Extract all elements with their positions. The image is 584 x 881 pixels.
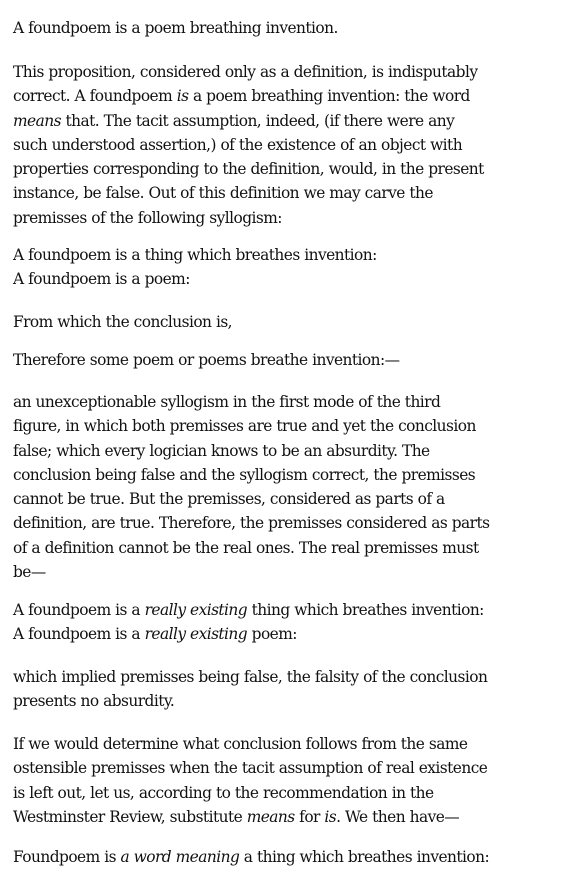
text-run: is left out, let us, according to the recommendation in the — [13, 783, 434, 802]
paragraph-implied-premisses — [13, 665, 579, 714]
text-run: a thing which breathes invention: — [239, 848, 490, 866]
text-line — [13, 206, 579, 230]
text-line — [13, 689, 579, 713]
emphasis-run: means — [246, 807, 295, 826]
text-line — [13, 390, 579, 414]
emphasis-run: really existing — [144, 625, 248, 644]
text-run: an unexceptionable syllogism in the first mode of the third — [13, 393, 441, 411]
text-run: A foundpoem is a poem: — [13, 270, 190, 289]
text-run: presents no absurdity. — [13, 692, 175, 711]
text-run: figure, in which both premisses are true and yet the conclusion — [13, 417, 476, 436]
paragraph-definition — [13, 16, 579, 40]
text-line — [13, 622, 579, 646]
text-run: If we would determine what conclusion follows from the same — [13, 735, 468, 753]
text-run: for — [294, 807, 325, 826]
text-run: properties corresponding to the definition, would, in the present — [13, 160, 484, 179]
text-line — [13, 181, 579, 205]
text-line — [13, 243, 579, 267]
text-run: definition, are true. Therefore, the premisses considered as parts — [13, 514, 490, 533]
text-line — [13, 109, 579, 133]
text-line — [13, 536, 579, 560]
emphasis-run: is — [324, 807, 337, 826]
text-run: From which the conclusion is, — [13, 313, 233, 331]
text-run: that. The tacit assumption, indeed, (if there were any — [60, 111, 455, 130]
text-line — [13, 439, 579, 463]
text-run: of a definition cannot be the real ones. The real premisses must — [13, 538, 479, 557]
text-line — [13, 732, 579, 756]
text-line — [13, 133, 579, 157]
text-run: poem: — [247, 625, 297, 644]
emphasis-run: a word meaning — [120, 848, 240, 866]
text-run: cannot be true. But the premisses, considered as parts of a — [13, 490, 445, 509]
emphasis-run: really existing — [144, 601, 248, 619]
text-line — [13, 756, 579, 780]
text-line — [13, 781, 579, 805]
text-line — [13, 157, 579, 181]
text-run: A foundpoem is a — [13, 601, 145, 619]
emphasis-run: means — [13, 111, 61, 130]
text-run: A foundpoem is a — [13, 625, 145, 644]
text-run: A foundpoem is a poem breathing invention. — [13, 19, 338, 37]
text-line — [13, 348, 579, 372]
text-run: Therefore some poem or poems breathe invention:— — [13, 351, 400, 369]
text-run: premisses of the following syllogism: — [13, 208, 282, 227]
text-run: conclusion being false and the syllogism correct, the premisses — [13, 465, 476, 484]
text-line — [13, 598, 579, 622]
text-line — [13, 60, 579, 84]
text-line — [13, 267, 579, 291]
paragraph-real-premisses — [13, 598, 579, 647]
paragraph-syllogism-premisses — [13, 243, 579, 292]
text-line — [13, 463, 579, 487]
text-run: false; which every logician knows to be an absurdity. The — [13, 441, 430, 460]
text-run: correct. A foundpoem — [13, 87, 177, 106]
text-line — [13, 845, 579, 869]
paragraph-conclusion — [13, 348, 579, 372]
text-line — [13, 487, 579, 511]
text-run: ostensible premisses when the tacit assumption of real existence — [13, 759, 488, 778]
paragraph-word-meaning — [13, 845, 579, 869]
text-line — [13, 414, 579, 438]
paragraph-analysis — [13, 390, 579, 584]
text-line — [13, 84, 579, 108]
text-run: instance, be false. Out of this definition we may carve the — [13, 184, 433, 203]
paragraph-conclusion-intro — [13, 310, 579, 334]
text-line — [13, 511, 579, 535]
text-run: a poem breathing invention: the word — [188, 87, 470, 106]
text-run: thing which breathes invention: — [247, 601, 484, 619]
text-line — [13, 665, 579, 689]
paragraph-proposition — [13, 60, 579, 230]
text-line — [13, 310, 579, 334]
text-line — [13, 560, 579, 584]
paragraph-tacit-assumption — [13, 732, 579, 829]
text-line — [13, 16, 579, 40]
text-run: which implied premisses being false, the falsity of the conclusion — [13, 668, 488, 686]
text-run: This proposition, considered only as a definition, is indisputably — [13, 63, 478, 81]
emphasis-run: is — [176, 87, 189, 106]
text-run: A foundpoem is a thing which breathes invention: — [13, 246, 377, 264]
text-run: such understood assertion,) of the existence of an object with — [13, 135, 463, 154]
text-line — [13, 805, 579, 829]
text-run: . We then have— — [336, 807, 460, 826]
text-run: Westminster Review, substitute — [13, 807, 247, 826]
text-run: be— — [13, 563, 46, 582]
text-run: Foundpoem is — [13, 848, 121, 866]
